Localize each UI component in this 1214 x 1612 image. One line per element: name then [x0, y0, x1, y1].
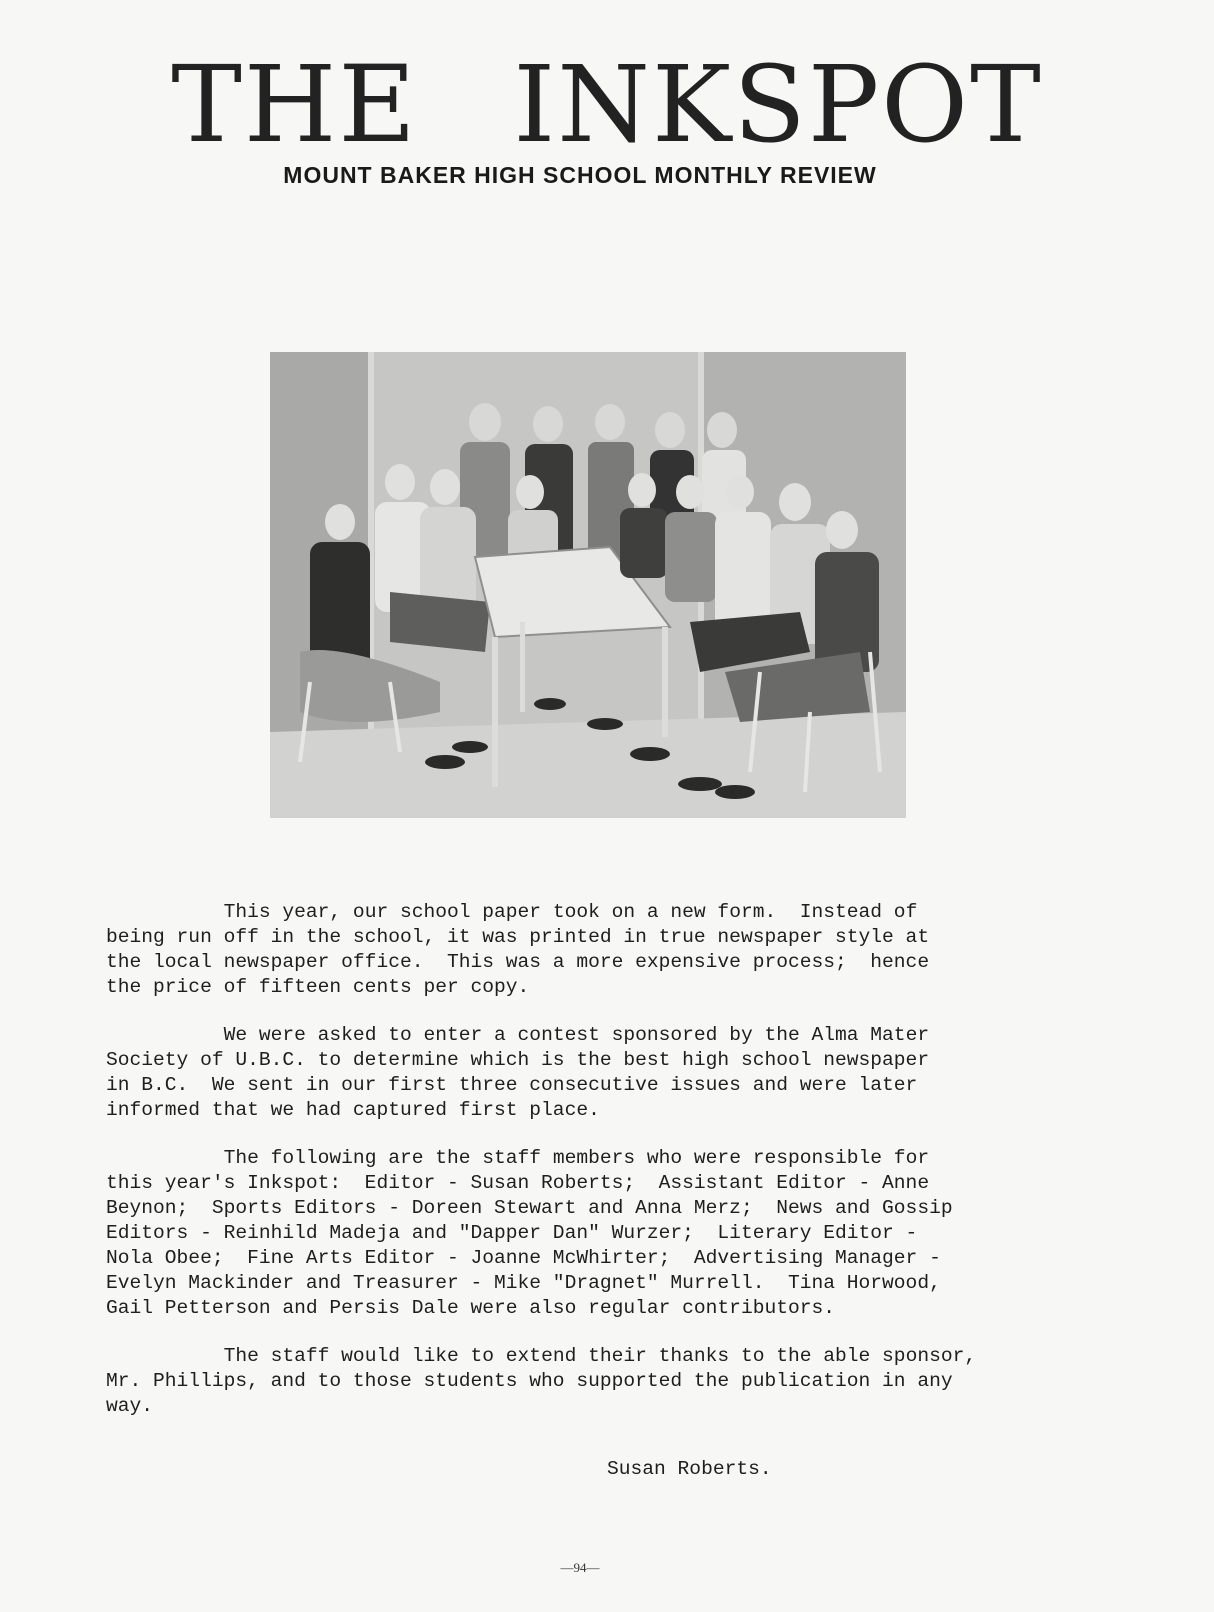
masthead-title: THE INKSPOT — [171, 43, 1043, 166]
article-paragraph: We were asked to enter a contest sponsored by the Alma Mater Society of U.B.C. to determine which is the best high school newspaper in B.C. We sent in our first three consecutive issues and were later informed that we had captured first place. — [106, 1024, 930, 1121]
masthead-subtitle: MOUNT BAKER HIGH SCHOOL MONTHLY REVIEW — [283, 162, 877, 188]
article-body — [106, 900, 1116, 1442]
article-paragraph: The following are the staff members who were responsible for this year's Inkspot: Editor - Susan Roberts; Assistant Editor - Anne Beynon; Sports Editors - Doreen Stewart and Anna Merz; News and Gossip Editors - Reinhild Madeja and "Dapper Dan" Wurzer; Literary Editor - Nola Obee; Fine Arts Editor - Joanne McWhirter; Advertising Manager - Evelyn Mackinder and Treasurer - Mike "Dragnet" Murrell. Tina Horwood, Gail Petterson and Persis Dale were also regular contributors. — [106, 1147, 953, 1319]
article-paragraph: The staff would like to extend their thanks to the able sponsor, Mr. Phillips, and to those students who supported the publication in any way. — [106, 1345, 977, 1417]
article-signature: Susan Roberts. — [607, 1458, 772, 1480]
page-number: —94— — [560, 1560, 600, 1575]
staff-group-photo — [270, 352, 906, 818]
article-paragraph: This year, our school paper took on a new form. Instead of being run off in the school, it was printed in true newspaper style at the local newspaper office. This was a more expensive process; hence the price of fifteen cents per copy. — [106, 901, 930, 998]
